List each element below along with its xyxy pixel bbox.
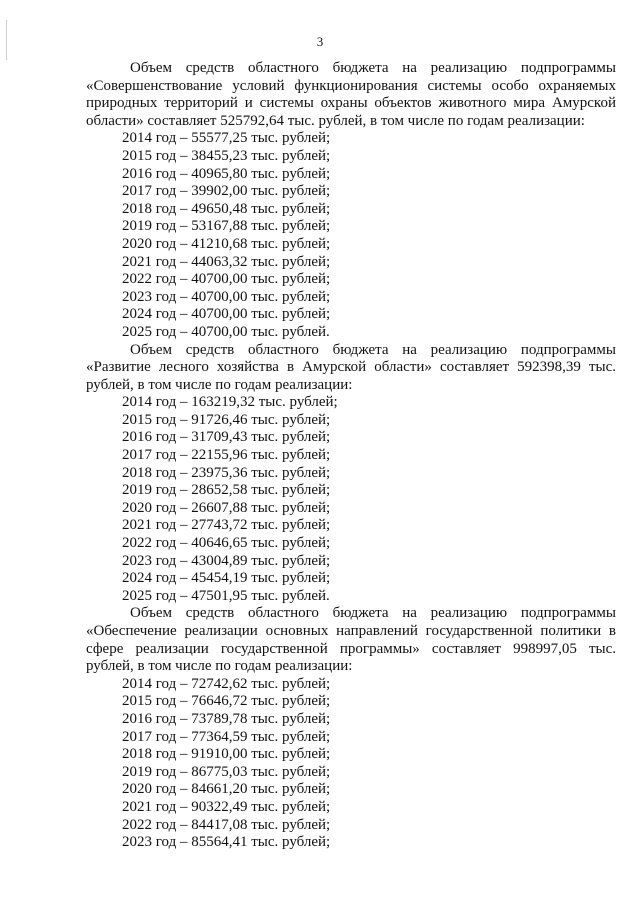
subprogram-paragraph: Объем средств областного бюджета на реализацию подпрограммы «Совершенствование условий функционирования системы особо охраняемых природных территорий и системы охраны объектов животного мира Амурской области» составляет 525792,64 тыс. рублей, в том числе по годам реализации:	[86, 60, 616, 129]
year-line: 2024 год – 40700,00 тыс. рублей;	[122, 306, 331, 323]
year-line: 2014 год – 163219,32 тыс. рублей;	[122, 394, 338, 411]
year-line: 2015 год – 91726,46 тыс. рублей;	[122, 411, 331, 428]
subprogram-paragraph: Объем средств областного бюджета на реализацию подпрограммы «Обеспечение реализации основных направлений государственной политики в сфере реализации государственной программы» составляет 998997,05 тыс. рублей, в том числе по годам реализации:	[86, 605, 616, 675]
year-line: 2023 год – 43004,89 тыс. рублей;	[122, 552, 331, 569]
year-line: 2017 год – 39902,00 тыс. рублей;	[122, 183, 331, 200]
year-line: 2017 год – 22155,96 тыс. рублей;	[122, 447, 331, 464]
year-line: 2024 год – 45454,19 тыс. рублей;	[122, 570, 331, 587]
year-line: 2017 год – 77364,59 тыс. рублей;	[122, 728, 331, 745]
year-line: 2020 год – 26607,88 тыс. рублей;	[122, 499, 331, 516]
year-line: 2022 год – 40700,00 тыс. рублей;	[122, 271, 331, 288]
year-line: 2014 год – 72742,62 тыс. рублей;	[122, 675, 331, 692]
year-line: 2019 год – 53167,88 тыс. рублей;	[122, 218, 331, 235]
year-line: 2016 год – 73789,78 тыс. рублей;	[122, 710, 331, 727]
subprogram-paragraph: Объем средств областного бюджета на реализацию подпрограммы «Развитие лесного хозяйства в Амурской области» составляет 592398,39 тыс. рублей, в том числе по годам реализации:	[86, 341, 616, 393]
year-line: 2022 год – 84417,08 тыс. рублей;	[122, 816, 331, 833]
document-body	[86, 60, 616, 852]
year-line: 2016 год – 31709,43 тыс. рублей;	[122, 429, 331, 446]
year-line: 2018 год – 23975,36 тыс. рублей;	[122, 464, 331, 481]
year-line: 2021 год – 44063,32 тыс. рублей;	[122, 253, 331, 270]
year-list	[86, 394, 616, 605]
year-line: 2020 год – 41210,68 тыс. рублей;	[122, 235, 331, 252]
year-line: 2023 год – 40700,00 тыс. рублей;	[122, 288, 331, 305]
year-line: 2020 год – 84661,20 тыс. рублей;	[122, 781, 331, 798]
year-line: 2016 год – 40965,80 тыс. рублей;	[122, 165, 331, 182]
section-ooptr	[86, 60, 616, 342]
section-state-policy	[86, 605, 616, 851]
year-line: 2018 год – 91910,00 тыс. рублей;	[122, 746, 331, 763]
year-list	[86, 676, 616, 852]
year-line: 2021 год – 90322,49 тыс. рублей;	[122, 798, 331, 815]
year-line: 2025 год – 40700,00 тыс. рублей.	[122, 323, 330, 340]
year-line: 2019 год – 28652,58 тыс. рублей;	[122, 482, 331, 499]
year-line: 2015 год – 76646,72 тыс. рублей;	[122, 693, 331, 710]
year-line: 2018 год – 49650,48 тыс. рублей;	[122, 200, 331, 217]
year-line: 2025 год – 47501,95 тыс. рублей.	[122, 587, 330, 604]
page-number: 3	[316, 34, 324, 49]
year-line: 2021 год – 27743,72 тыс. рублей;	[122, 517, 331, 534]
section-forestry	[86, 342, 616, 606]
year-line: 2014 год – 55577,25 тыс. рублей;	[122, 130, 331, 147]
year-list	[86, 130, 616, 341]
year-line: 2019 год – 86775,03 тыс. рублей;	[122, 763, 331, 780]
year-line: 2023 год – 85564,41 тыс. рублей;	[122, 834, 331, 851]
year-line: 2022 год – 40646,65 тыс. рублей;	[122, 535, 331, 552]
year-line: 2015 год – 38455,23 тыс. рублей;	[122, 147, 331, 164]
